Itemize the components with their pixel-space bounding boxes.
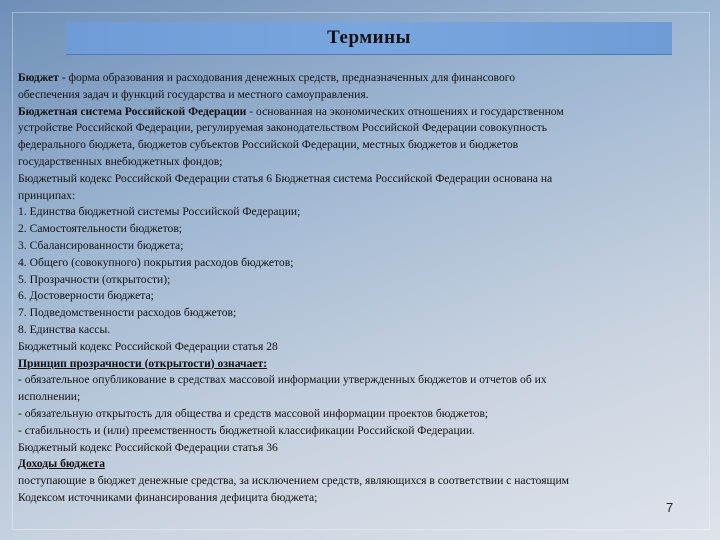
text-line	[18, 120, 698, 137]
line-text: Бюджетный кодекс Российской Федерации статья 36	[18, 440, 278, 454]
line-text: - форма образования и расходования денежных средств, предназначенных для финансового	[58, 71, 516, 84]
line-text: принципах:	[18, 188, 76, 202]
slide-title: Термины	[327, 27, 411, 48]
text-line	[18, 322, 698, 339]
page-number: 7	[666, 500, 674, 515]
line-text: 6. Достоверности бюджета;	[18, 289, 154, 303]
line-text: Бюджетный кодекс Российской Федерации статья 6 Бюджетная система Российской Федерации основана на	[18, 171, 553, 185]
term-bold: Бюджетная система Российской Федерации	[18, 104, 247, 118]
line-text: 2. Самостоятельности бюджетов;	[18, 222, 183, 236]
text-line	[18, 389, 698, 406]
line-text: 7. Подведомственности расходов бюджетов;	[18, 306, 237, 320]
line-text: 5. Прозрачности (открытости);	[18, 272, 171, 286]
text-line	[18, 221, 698, 238]
text-line	[18, 406, 698, 423]
text-line	[18, 104, 698, 121]
term-bold: Бюджет	[18, 71, 59, 84]
text-line	[18, 288, 698, 305]
text-line	[18, 440, 698, 457]
line-text: - основанная на экономических отношениях и государственном	[246, 104, 564, 118]
line-text: Кодексом источниками финансирования дефицита бюджета;	[18, 490, 318, 504]
text-line	[18, 154, 698, 171]
text-line	[18, 305, 698, 322]
text-line	[18, 255, 698, 272]
text-line	[18, 204, 698, 221]
text-line	[18, 356, 698, 373]
line-text: - обязательную открытость для общества и средств массовой информации проектов бюджетов;	[18, 406, 489, 420]
text-line	[18, 171, 698, 188]
text-line	[18, 372, 698, 389]
text-line	[18, 473, 698, 490]
line-text: обеспечения задач и функций государства и местного самоуправления.	[18, 87, 369, 101]
line-text: устройстве Российской Федерации, регулируемая законодательством Российской Федерации совокупность	[18, 121, 548, 135]
text-line	[18, 490, 698, 507]
text-line	[18, 238, 698, 255]
text-line	[18, 87, 698, 104]
slide-body	[18, 70, 698, 507]
line-text: 4. Общего (совокупного) покрытия расходов бюджетов;	[18, 255, 294, 269]
text-line	[18, 423, 698, 440]
text-line	[18, 339, 698, 356]
heading-underlined: Доходы бюджета	[18, 457, 106, 471]
line-text: Бюджетный кодекс Российской Федерации статья 28	[18, 339, 278, 353]
text-line	[18, 272, 698, 289]
line-text: федерального бюджета, бюджетов субъектов Российской Федерации, местных бюджетов и бюджетов	[18, 138, 519, 152]
line-text: 3. Сбалансированности бюджета;	[18, 238, 184, 252]
line-text: - стабильность и (или) преемственность бюджетной классификации Российской Федерации.	[18, 423, 475, 437]
line-text: поступающие в бюджет денежные средства, за исключением средств, являющихся в соответствии с настоящим	[18, 474, 570, 488]
text-line	[18, 188, 698, 205]
heading-underlined: Принцип прозрачности (открытости) означает:	[18, 356, 268, 370]
text-line	[18, 137, 698, 154]
line-text: - обязательное опубликование в средствах массовой информации утвержденных бюджетов и отчетов об их	[18, 373, 547, 387]
text-line	[18, 70, 698, 87]
line-text: исполнении;	[18, 390, 81, 404]
line-text: 1. Единства бюджетной системы Российской Федерации;	[18, 205, 301, 219]
line-text: 8. Единства кассы.	[18, 322, 111, 336]
line-text: государственных внебюджетных фондов;	[18, 154, 223, 168]
title-bar	[66, 22, 672, 55]
text-line	[18, 456, 698, 473]
